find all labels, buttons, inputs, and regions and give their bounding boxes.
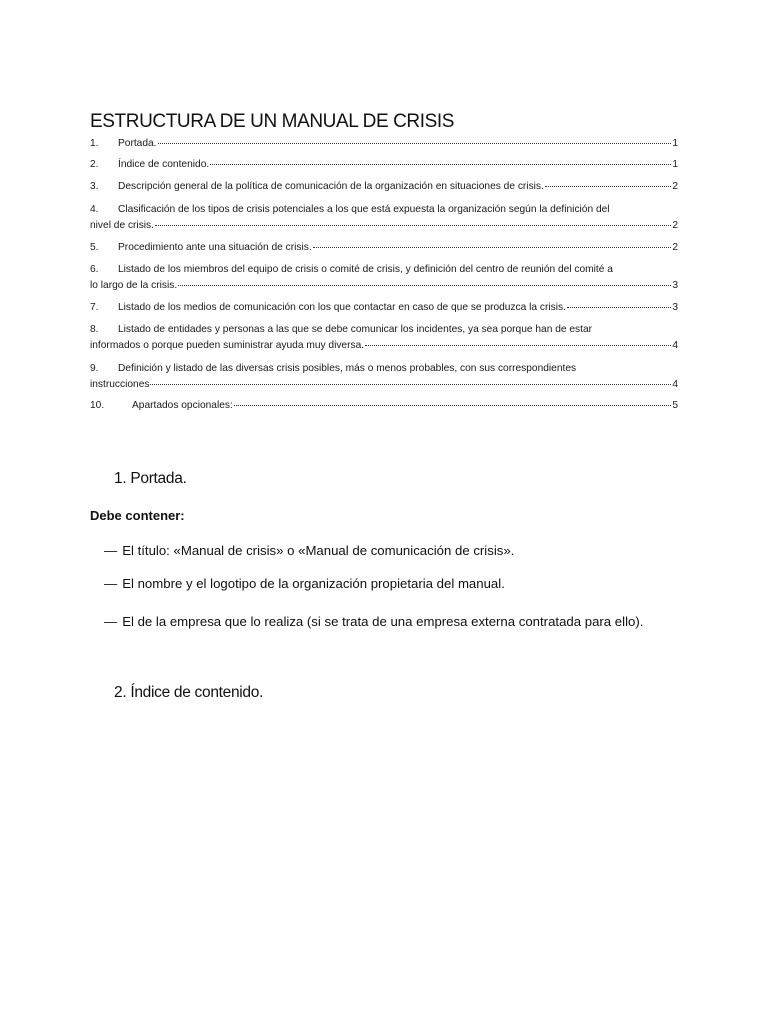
toc-leader-dots (210, 163, 671, 165)
toc-text: Listado de entidades y personas a las que se debe comunicar los incidentes, ya sea porque han de estar (118, 324, 593, 335)
toc-entry[interactable] (90, 179, 678, 195)
toc-page-number: 2 (672, 220, 678, 231)
toc-number: 6. (90, 264, 99, 275)
toc-leader-dots (567, 306, 671, 308)
toc-leader-dots (313, 246, 672, 248)
toc-number: 5. (90, 242, 99, 253)
bullet-item (104, 612, 644, 632)
toc-text: Índice de contenido. (118, 159, 210, 170)
toc-number: 7. (90, 302, 99, 313)
toc-entry[interactable] (90, 398, 678, 414)
toc-page-number: 4 (672, 379, 678, 390)
toc-page-number: 1 (672, 159, 678, 170)
bullet-text: El de la empresa que lo realiza (si se trata de una empresa externa contratada para ello). (122, 614, 644, 629)
toc-page-number: 5 (672, 400, 678, 411)
section-subheading: Debe contener: (90, 508, 185, 523)
toc-number: 2. (90, 159, 99, 170)
toc-text: Procedimiento ante una situación de crisis. (118, 242, 312, 253)
toc-entry[interactable] (90, 202, 678, 234)
toc-page-number: 2 (672, 181, 678, 192)
toc-number: 9. (90, 363, 99, 374)
toc-text: Apartados opcionales: (132, 400, 233, 411)
toc-text-continued: lo largo de la crisis. (90, 280, 178, 291)
toc-page-number: 3 (672, 280, 678, 291)
toc-entry[interactable] (90, 157, 678, 173)
toc-leader-dots (155, 224, 671, 226)
dash-bullet: — (104, 543, 118, 558)
toc-leader-dots (150, 383, 671, 385)
toc-text-continued: informados o porque pueden suministrar ayuda muy diversa. (90, 340, 365, 351)
bullet-text: El nombre y el logotipo de la organización propietaria del manual. (122, 576, 505, 591)
toc-text: Listado de los medios de comunicación con los que contactar en caso de que se produzca la crisis. (118, 302, 566, 313)
toc-text-continued: nivel de crisis. (90, 220, 154, 231)
toc-page-number: 4 (672, 340, 678, 351)
toc-entry[interactable] (90, 361, 678, 393)
toc-entry[interactable] (90, 262, 678, 294)
toc-entry[interactable] (90, 240, 678, 256)
document-title: ESTRUCTURA DE UN MANUAL DE CRISIS (90, 111, 455, 132)
toc-number: 1. (90, 138, 99, 149)
toc-number: 10. (90, 400, 105, 411)
toc-entry[interactable] (90, 300, 678, 316)
section-heading-portada: 1. Portada. (114, 470, 187, 487)
bullet-text: El título: «Manual de crisis» o «Manual de comunicación de crisis». (122, 543, 515, 558)
toc-text: Portada. (118, 138, 157, 149)
toc-text: Definición y listado de las diversas crisis posibles, más o menos probables, con sus correspondientes (118, 363, 577, 374)
toc-text: Clasificación de los tipos de crisis potenciales a los que está expuesta la organización según la definición del (118, 204, 610, 215)
toc-text-continued: instrucciones (90, 379, 150, 390)
toc-text: Listado de los miembros del equipo de crisis o comité de crisis, y definición del centro de reunión del comité a (118, 264, 613, 275)
toc-leader-dots (545, 185, 671, 187)
dash-bullet: — (104, 614, 118, 629)
toc-text: Descripción general de la política de comunicación de la organización en situaciones de crisis. (118, 181, 544, 192)
toc-number: 4. (90, 204, 99, 215)
toc-leader-dots (365, 344, 671, 346)
bullet-item (104, 574, 644, 594)
toc-number: 3. (90, 181, 99, 192)
toc-page-number: 3 (672, 302, 678, 313)
toc-page-number: 2 (672, 242, 678, 253)
toc-entry[interactable] (90, 322, 678, 354)
toc-leader-dots (158, 142, 672, 144)
toc-entry[interactable] (90, 136, 678, 152)
toc-leader-dots (234, 404, 672, 406)
toc-page-number: 1 (672, 138, 678, 149)
toc-number: 8. (90, 324, 99, 335)
section-heading-indice: 2. Índice de contenido. (114, 684, 264, 701)
toc-leader-dots (178, 284, 671, 286)
bullet-item (104, 541, 644, 561)
dash-bullet: — (104, 576, 118, 591)
